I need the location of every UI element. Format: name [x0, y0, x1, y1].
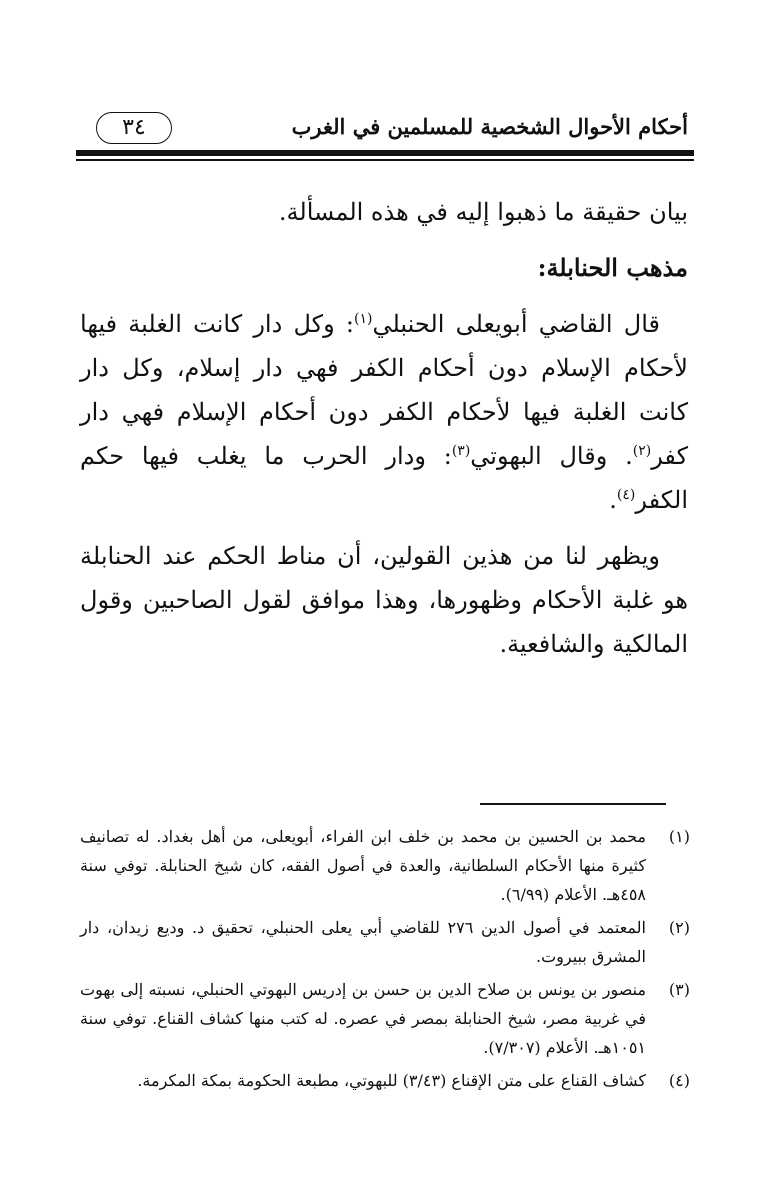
footnote-number: (٤): [668, 1071, 690, 1090]
footnote-text: محمد بن الحسين بن محمد بن خلف ابن الفراء، أبويعلى، من أهل بغداد. له تصانيف كثيرة منها الأحكام السلطانية، والعدة في أصول الفقه، كان شيخ الحنابلة. توفي سنة ٤٥٨هـ. الأعلام (٦/٩٩).: [80, 827, 646, 904]
footnote: [80, 822, 690, 909]
text-run: . وقال البهوتي: [470, 442, 633, 470]
footnote-ref: (٣): [451, 443, 471, 459]
footnote: [80, 975, 690, 1062]
header-rule-thick: [76, 150, 694, 156]
paragraph: ويظهر لنا من هذين القولين، أن مناط الحكم عند الحنابلة هو غلبة الأحكام وظهورها، وهذا موافق لقول الصاحبين وقول المالكية والشافعية.: [80, 542, 688, 658]
paragraph: بيان حقيقة ما ذهبوا إليه في هذه المسألة.: [278, 198, 688, 226]
footnote-ref: (٤): [616, 487, 636, 503]
footnote-number: (١): [668, 827, 690, 846]
section-heading: مذهب الحنابلة:: [537, 253, 688, 282]
footnote-number: (٣): [668, 980, 690, 999]
footnote: [80, 913, 690, 971]
footnote-text: كشاف القناع على متن الإقناع (٣/٤٣) للبهوتي، مطبعة الحكومة بمكة المكرمة.: [137, 1071, 646, 1090]
footnote-text: منصور بن يونس بن صلاح الدين بن حسن بن إدريس البهوتي الحنبلي، نسبته إلى بهوت في غربية مصر، شيخ الحنابلة بمصر في عصره. له كتب منها كشاف القناع. توفي سنة ١٠٥١هـ. الأعلام (٧/٣٠٧).: [80, 980, 646, 1057]
text-run: قال القاضي أبويعلى الحنبلي: [372, 310, 660, 338]
footnote-ref: (١): [353, 311, 373, 327]
text-run: : وكل دار كانت الغلبة فيها لأحكام الإسلام دون أحكام الكفر فهي دار إسلام، وكل دار كانت الغلبة فيها لأحكام الكفر دون أحكام الإسلام فهي دار كفر: [80, 310, 688, 470]
footnote-ref: (٢): [632, 443, 652, 459]
paragraph: [80, 302, 688, 522]
header-rule-thin: [76, 159, 694, 161]
page-number: ٣٤: [96, 112, 172, 144]
footnote-text: المعتمد في أصول الدين ٢٧٦ للقاضي أبي يعلى الحنبلي، تحقيق د. وديع زيدان، دار المشرق ببيروت.: [80, 918, 646, 966]
running-title: أحكام الأحوال الشخصية للمسلمين في الغرب: [291, 114, 688, 139]
footnote-separator: [480, 803, 666, 805]
footnote: [80, 1066, 690, 1095]
text-run: .: [609, 486, 617, 514]
footnote-number: (٢): [668, 918, 690, 937]
footnotes: [80, 822, 690, 1099]
main-text: [80, 190, 688, 678]
text-run: : ودار الحرب ما يغلب فيها حكم الكفر: [80, 442, 688, 514]
page-header: [76, 104, 694, 152]
